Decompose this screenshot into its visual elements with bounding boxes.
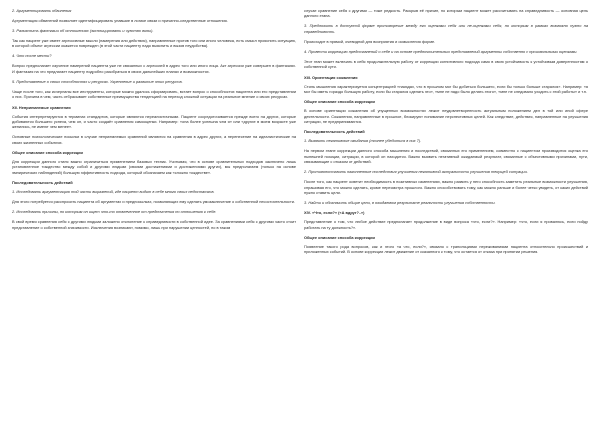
paragraph: События интерпретируются в терминах стандартов, которые являются нереалистичными. Пациент сосредоточивается прежде всего на других, которые добиваются большего успеха, чем он, и часто создаёт сравнения самооценки. Например: «она более успешна чем я» или «другие в моем возрасте уже женились, не имеют чем менее».: [12, 113, 296, 130]
list-item: 1. Исследовать аргументацию той части выражений, где пациент видит в себе много своих недостатков.: [12, 189, 215, 195]
list-item: 1. Выявить негативные ожидания (точнее убедиться в них 7).: [304, 138, 422, 144]
paragraph: Для коррекции данного стиля важно ограничиться применением базовых техник. Учитывая, что в основе сравнительных подходов заключено лишь установленное тождество между собой и другими людьми (своими достижениями и достижениями других), мы предполагаем (только на основе эмпирических наблюдений) большую эффективность подхода, который обозначаем как «сложно тождестве».: [12, 159, 296, 175]
left-column: [12, 8, 296, 424]
paragraph: На первом этапе коррекции данного способа мышления и последствий, связанных его применением, совместно с пациентом производится оценка его нынешней позиции, ситуации, в которой он находится. Важно выявить негативный ожидаемый результат, связанные с объективными причинами, пути, связывающие с отказом от действий.: [304, 148, 588, 165]
paragraph: В основе ориентации сожаления об упущенных возможностях лежит неудовлетворенность актуальным положением дел в той или иной сфере деятельности. Сожаления, направленные в прошлое, блокируют понимание перспективных целей. Как следствие, действия, направленные на улучшения ситуации, не предпринимаются.: [304, 108, 588, 125]
list-item: 2. Противопоставить накопленные последствия улучшения негативной актуальности улучшения текущей ситуации.: [304, 169, 528, 175]
paragraph: Этот этап может включать в себя продолжительную работу от коррекции когнитивного подхода само в свою устойчивость к устойчивым доверенностям о собственной сути.: [304, 58, 588, 70]
section-heading: Последовательность действий: [304, 129, 365, 135]
list-item: 3. Найти и обозначить общие цели, в ожидаемом результате реальности улучшения собственности.: [304, 200, 496, 205]
section-heading: Общее описание способа коррекции: [304, 99, 375, 105]
paragraph: Чаще после того, как исчерпаны все инструменты, которые можно удалось сформировать, встает вопрос о способностях пациента или его представлении о них. Причина в чем, часть отбрасывает собственные преимущества тенденцией на переход сложной ситуации на реальное мнение о своих ресурсах.: [12, 88, 296, 100]
section-heading: Последовательность действий: [12, 180, 73, 186]
list-item: 2. Исследовать причины, по которым он ищет что-то отвлеченное от предпочтения по отношению к себе.: [12, 209, 217, 215]
paragraph: После того, как пациент осветит необходимость в позитивных изменениях, важно развить у него способность заметить реальные возможности улучшения, спрашивая его, что можно сделать, кроме пересмотра прошлого. Важно способствовать тому, как можно раньше и более четко увидеть, от каких действий нужно ставить цели.: [304, 179, 588, 195]
paragraph: В свой время сравнения себя с другими людьми заложено отклонение к справедливости в собственной идее. За сравнениями себя с другими часто стоит представление о собственной значимости. Исключения возникают, помимо, лишь при нарушении ценностей, но в таком: [12, 219, 296, 230]
paragraph: Для этого потребуется расспросить пациента об аргументах и предпосылках, позволяющих ему сделать умозаключение о собственной несостоятельности.: [12, 199, 296, 205]
paragraph: Основные психологические посылки в случае неприемлемых сравнений являются на сравнения в адрес других, а перенесение на идеалистические на своих жизненных событиях.: [12, 134, 296, 145]
paragraph: Происходит в прямой, очевидной для восприятия и осмысления форме.: [304, 38, 436, 44]
paragraph: Вопрос предполагает изучение намерений пациента уже не связанных с агрессией в адрес того или иного лица. Акт агрессии уже совершен в фантазиях. И фантазия на что предлагает пациенту подробно разобраться в своих дальнейших планах и возможностях.: [12, 63, 296, 74]
paragraph: Появление такого рода вопросов, как и этого «а что, если?», связано с трансляциями переживаниями пациента относительно происшествий и приложенных событий. В основе коррекции лежит движение от сказанного к тому, что остается от отказа при принятии решения.: [304, 244, 588, 255]
paragraph: случае сравнение себя с другими — тоже редкость. Раскрыв её причин, по которым пациент может рассчитывать на справедливость — основная цель данного этапа.: [304, 8, 588, 19]
paragraph: Представление о том, что любое действие предполагает продолжение в виде вопроса «что, если?». Например: «что, если я провалюсь, если пойду работать на ту должность?».: [304, 219, 588, 230]
paragraph: Стиль мышления характеризуется концентрацией «наиздах, что в прошлом мог бы добиться большего, если бы только больше старался». Например: «я мог бы иметь гораздо большую работу, если бы старался сделать это», «мне не надо было делать этого», «мне не следовало уходить с этой работы» и т.п.: [304, 83, 588, 94]
list-item: 3. Разъяснить фантазии об отношениях (эксплицировать и чувство вины).: [12, 28, 154, 33]
list-item: 3. Предложить в доступной форме противоречие между его оценками себя или не-оценками себя, по которым в рамках возможно нужно на справедливость.: [304, 23, 588, 34]
section-heading: XIII. Ориентация сожаления: [304, 74, 358, 80]
list-item: 4. Что после мести?: [12, 53, 52, 59]
list-item: 4. Провести коррекцию представлений о себе и на основе предпочтительных представлений аргументы собственно с произвольными оценками.: [304, 48, 578, 54]
section-heading: XII. Неприемлемые сравнения: [12, 104, 71, 110]
paragraph: Так как пациент уже имеет агрессивные мысли (намерения или действия), направленные против того или иного человека, есть смысл прояснить ситуацию, в которой объект агрессии окажется поврежден (в этой части пациенту надо выяснить и вызов неудобства).: [12, 38, 296, 49]
paragraph: Аргументация обвинений позволяет идентифицировать упавшие в логике связи и причинно-следственные отношения.: [12, 18, 228, 23]
list-item: 5. Представление о своих способностях и ресурсах. Укрепление и развитие этих ресурсов.: [12, 78, 183, 84]
section-heading: Общее описание способа коррекции: [304, 235, 375, 241]
right-column: [304, 8, 588, 424]
list-item: 2. Аргументировать обвинения: [12, 8, 72, 13]
section-heading: XIV. «Что, если?» («А вдруг?..»): [304, 210, 365, 216]
section-heading: Общее описание способа коррекции: [12, 150, 83, 156]
